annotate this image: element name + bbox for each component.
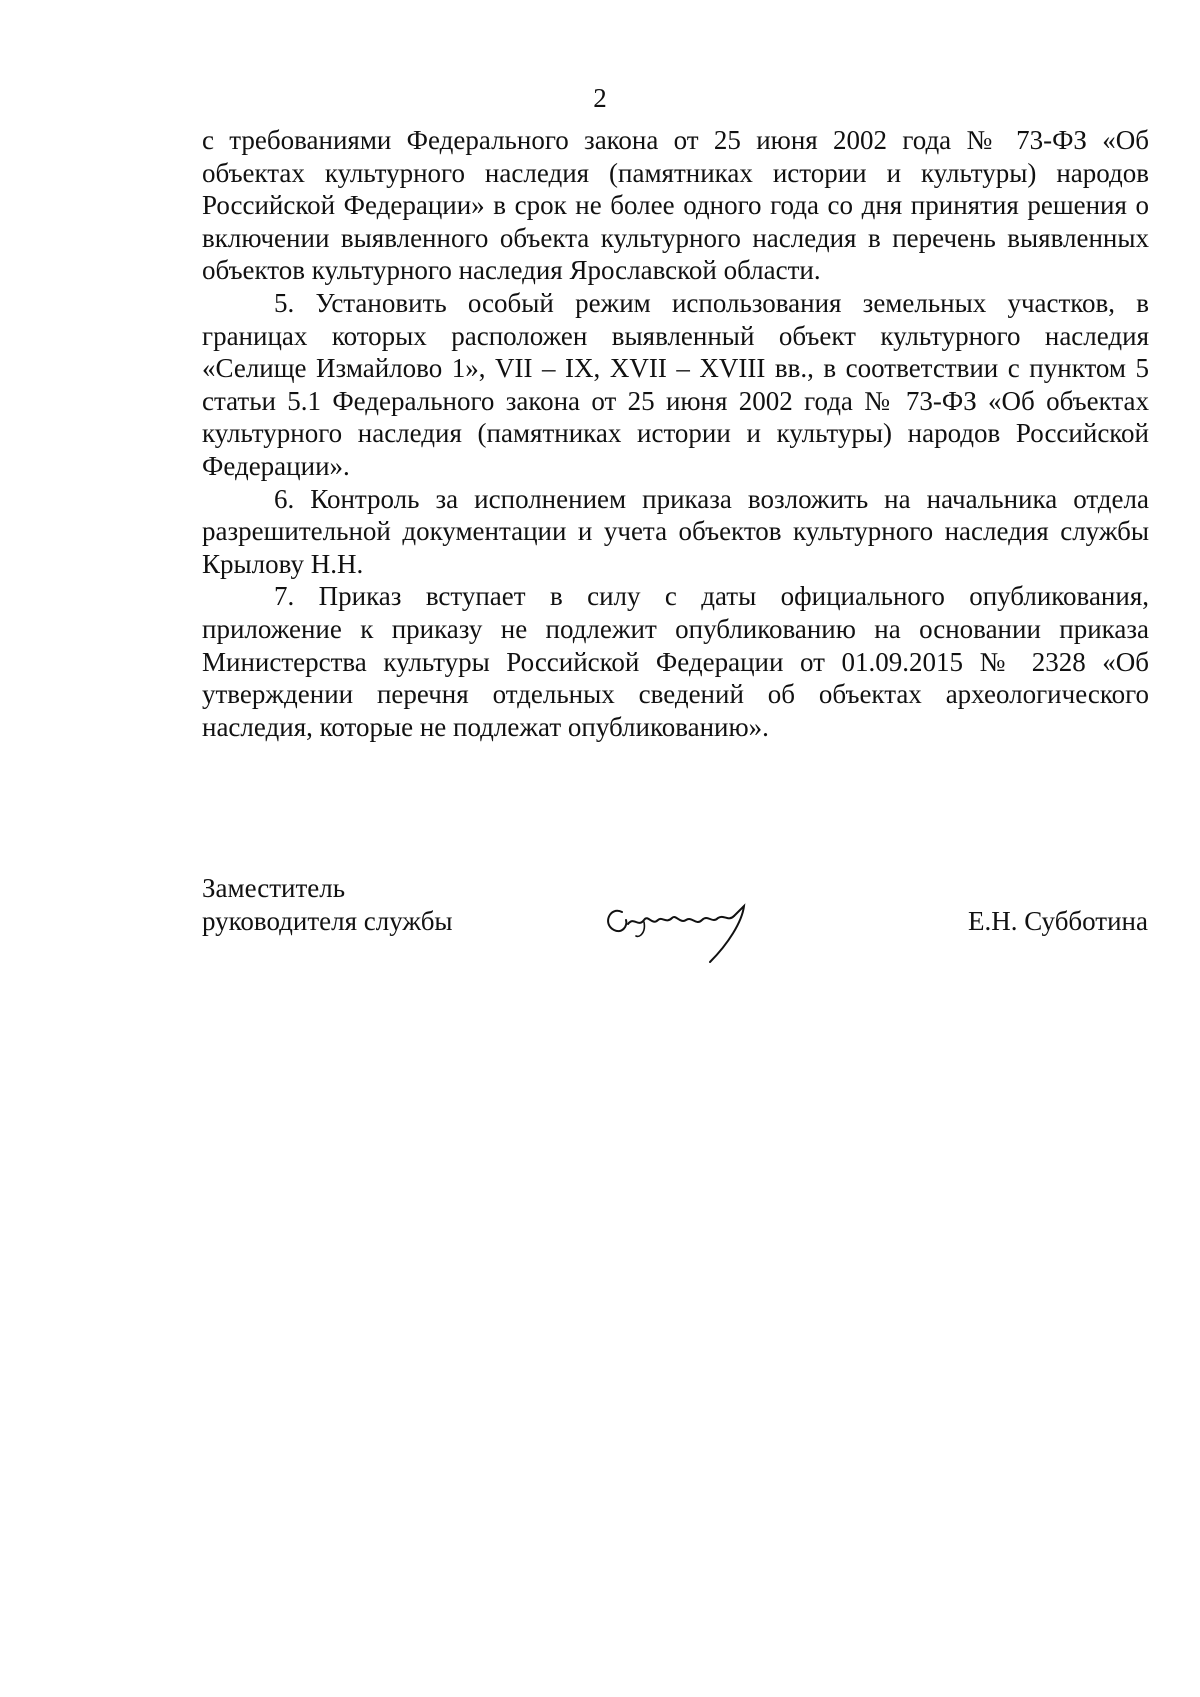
- signatory-position-line2: руководителя службы: [202, 906, 453, 936]
- paragraph-item-5: 5. Установить особый режим использования земельных участков, в границах которых расположен выявленный объект культурного наследия «Селище Измайлово 1», VII – IX, XVII – XVIII вв., в соответствии с пунктом 5 статьи 5.1 Федерального закона от 25 июня 2002 года № 73-ФЗ «Об объектах культурного наследия (памятниках истории и культуры) народов Российской Федерации».: [202, 287, 1149, 481]
- paragraph-item-6: 6. Контроль за исполнением приказа возложить на начальника отдела разрешительной документации и учета объектов культурного наследия службы Крылову Н.Н.: [202, 483, 1149, 579]
- page-number: 2: [593, 83, 607, 113]
- signatory-position-line1: Заместитель: [202, 873, 346, 903]
- handwritten-signature-icon: [600, 892, 760, 964]
- paragraph-item-7: 7. Приказ вступает в силу с даты официального опубликования, приложение к приказу не подлежит опубликованию на основании приказа Министерства культуры Российской Федерации от 01.09.2015 № 2328 «Об утверждении перечня отдельных сведений об объектах археологического наследия, которые не подлежат опубликованию».: [202, 581, 1149, 742]
- document-body: [202, 124, 1149, 743]
- paragraph-continuation: с требованиями Федерального закона от 25 июня 2002 года № 73-ФЗ «Об объектах культурного наследия (памятниках истории и культуры) народов Российской Федерации» в срок не более одного года со дня принятия решения о включении выявленного объекта культурного наследия в перечень выявленных объектов культурного наследия Ярославской области.: [202, 125, 1149, 286]
- signatory-name: Е.Н. Субботина: [967, 906, 1148, 936]
- signatory-position: [202, 872, 453, 938]
